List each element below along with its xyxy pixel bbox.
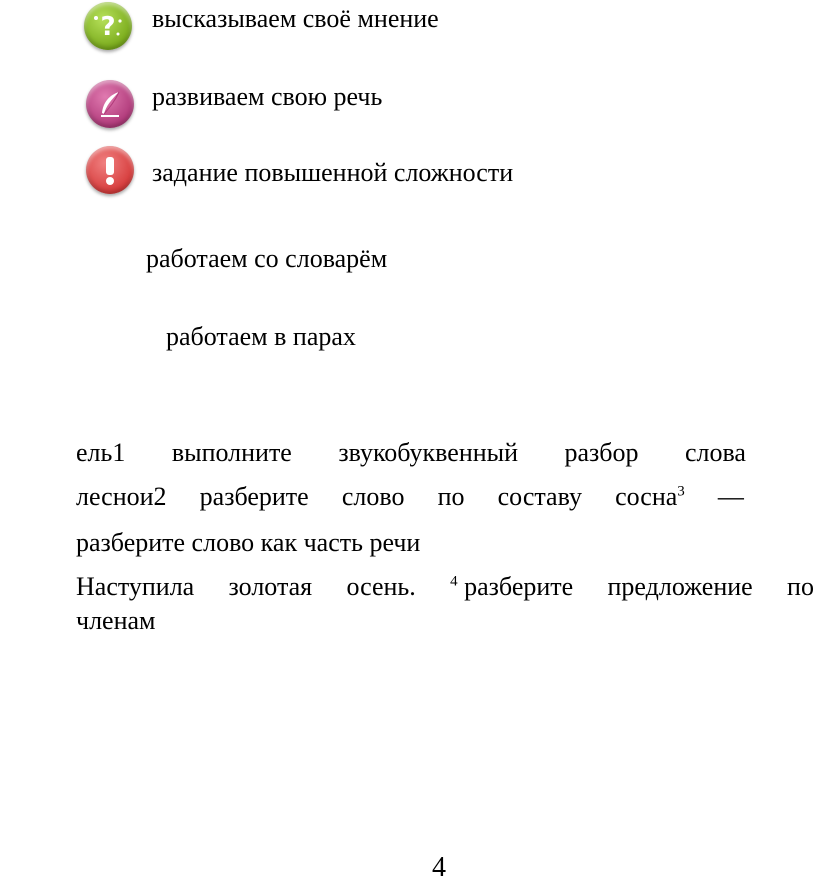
word: разберите xyxy=(464,572,574,601)
legend-hard-label: задание повышенной сложности xyxy=(152,158,514,187)
word: по xyxy=(437,482,465,511)
task-line-2 xyxy=(76,482,744,512)
legend-dictionary-label: работаем со словарём xyxy=(146,244,388,273)
word: сосна xyxy=(615,482,678,511)
word: по xyxy=(787,572,814,601)
word: разбор xyxy=(564,438,639,467)
hard-task-badge xyxy=(86,146,134,194)
word: выполните xyxy=(171,438,292,467)
task-line-5: членам xyxy=(76,606,156,635)
word: слова xyxy=(684,438,746,467)
word: звукобуквенный xyxy=(338,438,519,467)
word: разберите xyxy=(199,482,309,511)
exclamation-icon xyxy=(93,153,127,187)
word: Наступила xyxy=(76,572,195,601)
footnote-group xyxy=(450,572,573,602)
sosna-word xyxy=(615,482,685,512)
word: предложение xyxy=(607,572,753,601)
speech-badge xyxy=(86,80,134,128)
feather-icon xyxy=(93,87,127,121)
word: леснои2 xyxy=(76,482,167,511)
legend-pairs-label: работаем в парах xyxy=(166,322,356,351)
legend-speech-label: развиваем свою речь xyxy=(152,82,383,111)
svg-text:?: ? xyxy=(100,12,116,42)
page-number: 4 xyxy=(432,852,446,883)
footnote-mark: 3 xyxy=(677,483,685,500)
task-line-3: разберите слово как часть речи xyxy=(76,528,421,557)
word: осень. xyxy=(346,572,416,601)
word: слово xyxy=(341,482,405,511)
question-icon xyxy=(91,9,125,43)
dash: — xyxy=(717,482,744,511)
task-line-1 xyxy=(76,438,746,468)
task-line-4 xyxy=(76,572,814,602)
legend-opinion-label: высказываем своё мнение xyxy=(152,4,439,33)
word: ель1 xyxy=(76,438,126,467)
opinion-badge xyxy=(84,2,132,50)
footnote-mark: 4 xyxy=(450,573,458,590)
word: составу xyxy=(497,482,582,511)
word: золотая xyxy=(228,572,313,601)
